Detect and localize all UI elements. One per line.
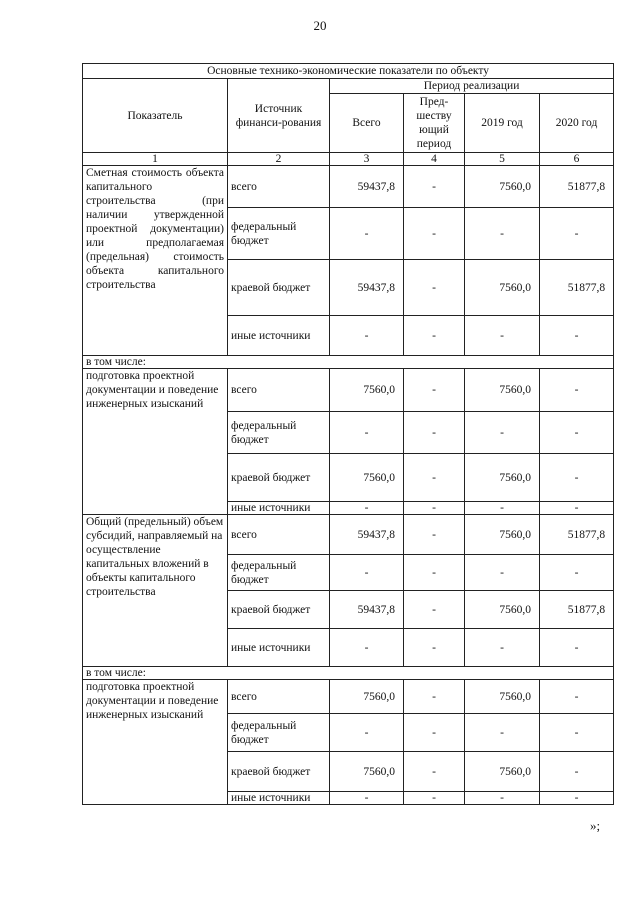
col-number-1: 1 [83, 153, 228, 166]
value-2020: - [540, 412, 614, 454]
value-total: 59437,8 [330, 515, 404, 555]
value-previous: - [404, 260, 465, 316]
value-total: - [330, 316, 404, 356]
value-previous: - [404, 792, 465, 805]
source-all: всего [228, 515, 330, 555]
value-2019: 7560,0 [465, 260, 540, 316]
source-other: иные источники [228, 316, 330, 356]
value-previous: - [404, 555, 465, 591]
value-2020: - [540, 555, 614, 591]
value-2019: 7560,0 [465, 591, 540, 629]
source-all: всего [228, 680, 330, 714]
value-previous: - [404, 629, 465, 667]
header-2020: 2020 год [540, 94, 614, 153]
value-total: - [330, 555, 404, 591]
value-total: - [330, 629, 404, 667]
col-number-5: 5 [465, 153, 540, 166]
value-2019: - [465, 714, 540, 752]
value-2019: 7560,0 [465, 515, 540, 555]
header-source: Источник финанси-рования [228, 79, 330, 153]
value-previous: - [404, 515, 465, 555]
value-previous: - [404, 412, 465, 454]
value-previous: - [404, 680, 465, 714]
value-2020: - [540, 629, 614, 667]
source-other: иные источники [228, 629, 330, 667]
value-2020: - [540, 680, 614, 714]
section-indicator: Общий (предельный) объем субсидий, направляемый на осуществление капитальных вложений в объекты капитального строительства [83, 515, 228, 667]
value-total: - [330, 502, 404, 515]
source-other: иные источники [228, 502, 330, 515]
source-federal: федеральный бюджет [228, 555, 330, 591]
value-2019: - [465, 412, 540, 454]
source-regional: краевой бюджет [228, 454, 330, 502]
value-2019: 7560,0 [465, 369, 540, 412]
source-regional: краевой бюджет [228, 591, 330, 629]
value-previous: - [404, 369, 465, 412]
in-that-number-label: в том числе: [83, 356, 614, 369]
source-federal: федеральный бюджет [228, 208, 330, 260]
source-federal: федеральный бюджет [228, 714, 330, 752]
section-indicator: Сметная стоимость объекта капитального строительства (при наличии утвержденной проектной документации) или предполагаемая (предельная) стоимость объекта капитального строительства [83, 166, 228, 356]
value-2019: - [465, 316, 540, 356]
value-2019: 7560,0 [465, 680, 540, 714]
value-total: 7560,0 [330, 369, 404, 412]
value-previous: - [404, 454, 465, 502]
value-2020: 51877,8 [540, 591, 614, 629]
source-regional: краевой бюджет [228, 752, 330, 792]
value-previous: - [404, 591, 465, 629]
header-2019: 2019 год [465, 94, 540, 153]
value-total: 7560,0 [330, 454, 404, 502]
value-2019: 7560,0 [465, 166, 540, 208]
value-2019: - [465, 555, 540, 591]
closing-quote-mark: »; [590, 818, 601, 833]
col-number-4: 4 [404, 153, 465, 166]
value-total: 7560,0 [330, 752, 404, 792]
value-2020: - [540, 714, 614, 752]
col-number-6: 6 [540, 153, 614, 166]
value-2019: - [465, 629, 540, 667]
value-2020: 51877,8 [540, 515, 614, 555]
value-2020: - [540, 454, 614, 502]
source-regional: краевой бюджет [228, 260, 330, 316]
value-2019: 7560,0 [465, 454, 540, 502]
source-all: всего [228, 166, 330, 208]
section-indicator: подготовка проектной документации и поведение инженерных изысканий [83, 680, 228, 805]
section-indicator: подготовка проектной документации и поведение инженерных изысканий [83, 369, 228, 515]
source-all: всего [228, 369, 330, 412]
value-2020: - [540, 502, 614, 515]
value-total: 59437,8 [330, 591, 404, 629]
value-2019: 7560,0 [465, 752, 540, 792]
col-number-2: 2 [228, 153, 330, 166]
page-number: 20 [313, 18, 327, 33]
value-total: - [330, 412, 404, 454]
value-total: - [330, 208, 404, 260]
value-total: 7560,0 [330, 680, 404, 714]
value-2019: - [465, 792, 540, 805]
value-previous: - [404, 714, 465, 752]
value-2020: - [540, 792, 614, 805]
value-previous: - [404, 208, 465, 260]
header-previous-period: Пред-шеству ющий период [404, 94, 465, 153]
value-total: 59437,8 [330, 260, 404, 316]
value-2020: - [540, 316, 614, 356]
value-total: 59437,8 [330, 166, 404, 208]
value-previous: - [404, 752, 465, 792]
header-period: Период реализации [330, 79, 614, 94]
in-that-number-label: в том числе: [83, 667, 614, 680]
value-previous: - [404, 316, 465, 356]
value-previous: - [404, 502, 465, 515]
value-total: - [330, 792, 404, 805]
table-title: Основные технико-экономические показатели по объекту [83, 64, 614, 79]
value-2020: - [540, 369, 614, 412]
source-federal: федеральный бюджет [228, 412, 330, 454]
value-2020: - [540, 752, 614, 792]
value-2020: 51877,8 [540, 166, 614, 208]
value-2020: 51877,8 [540, 260, 614, 316]
source-other: иные источники [228, 792, 330, 805]
header-indicator: Показатель [83, 79, 228, 153]
value-previous: - [404, 166, 465, 208]
col-number-3: 3 [330, 153, 404, 166]
header-total: Всего [330, 94, 404, 153]
technical-economic-indicators-table [82, 63, 614, 805]
value-2019: - [465, 208, 540, 260]
value-2019: - [465, 502, 540, 515]
value-total: - [330, 714, 404, 752]
value-2020: - [540, 208, 614, 260]
